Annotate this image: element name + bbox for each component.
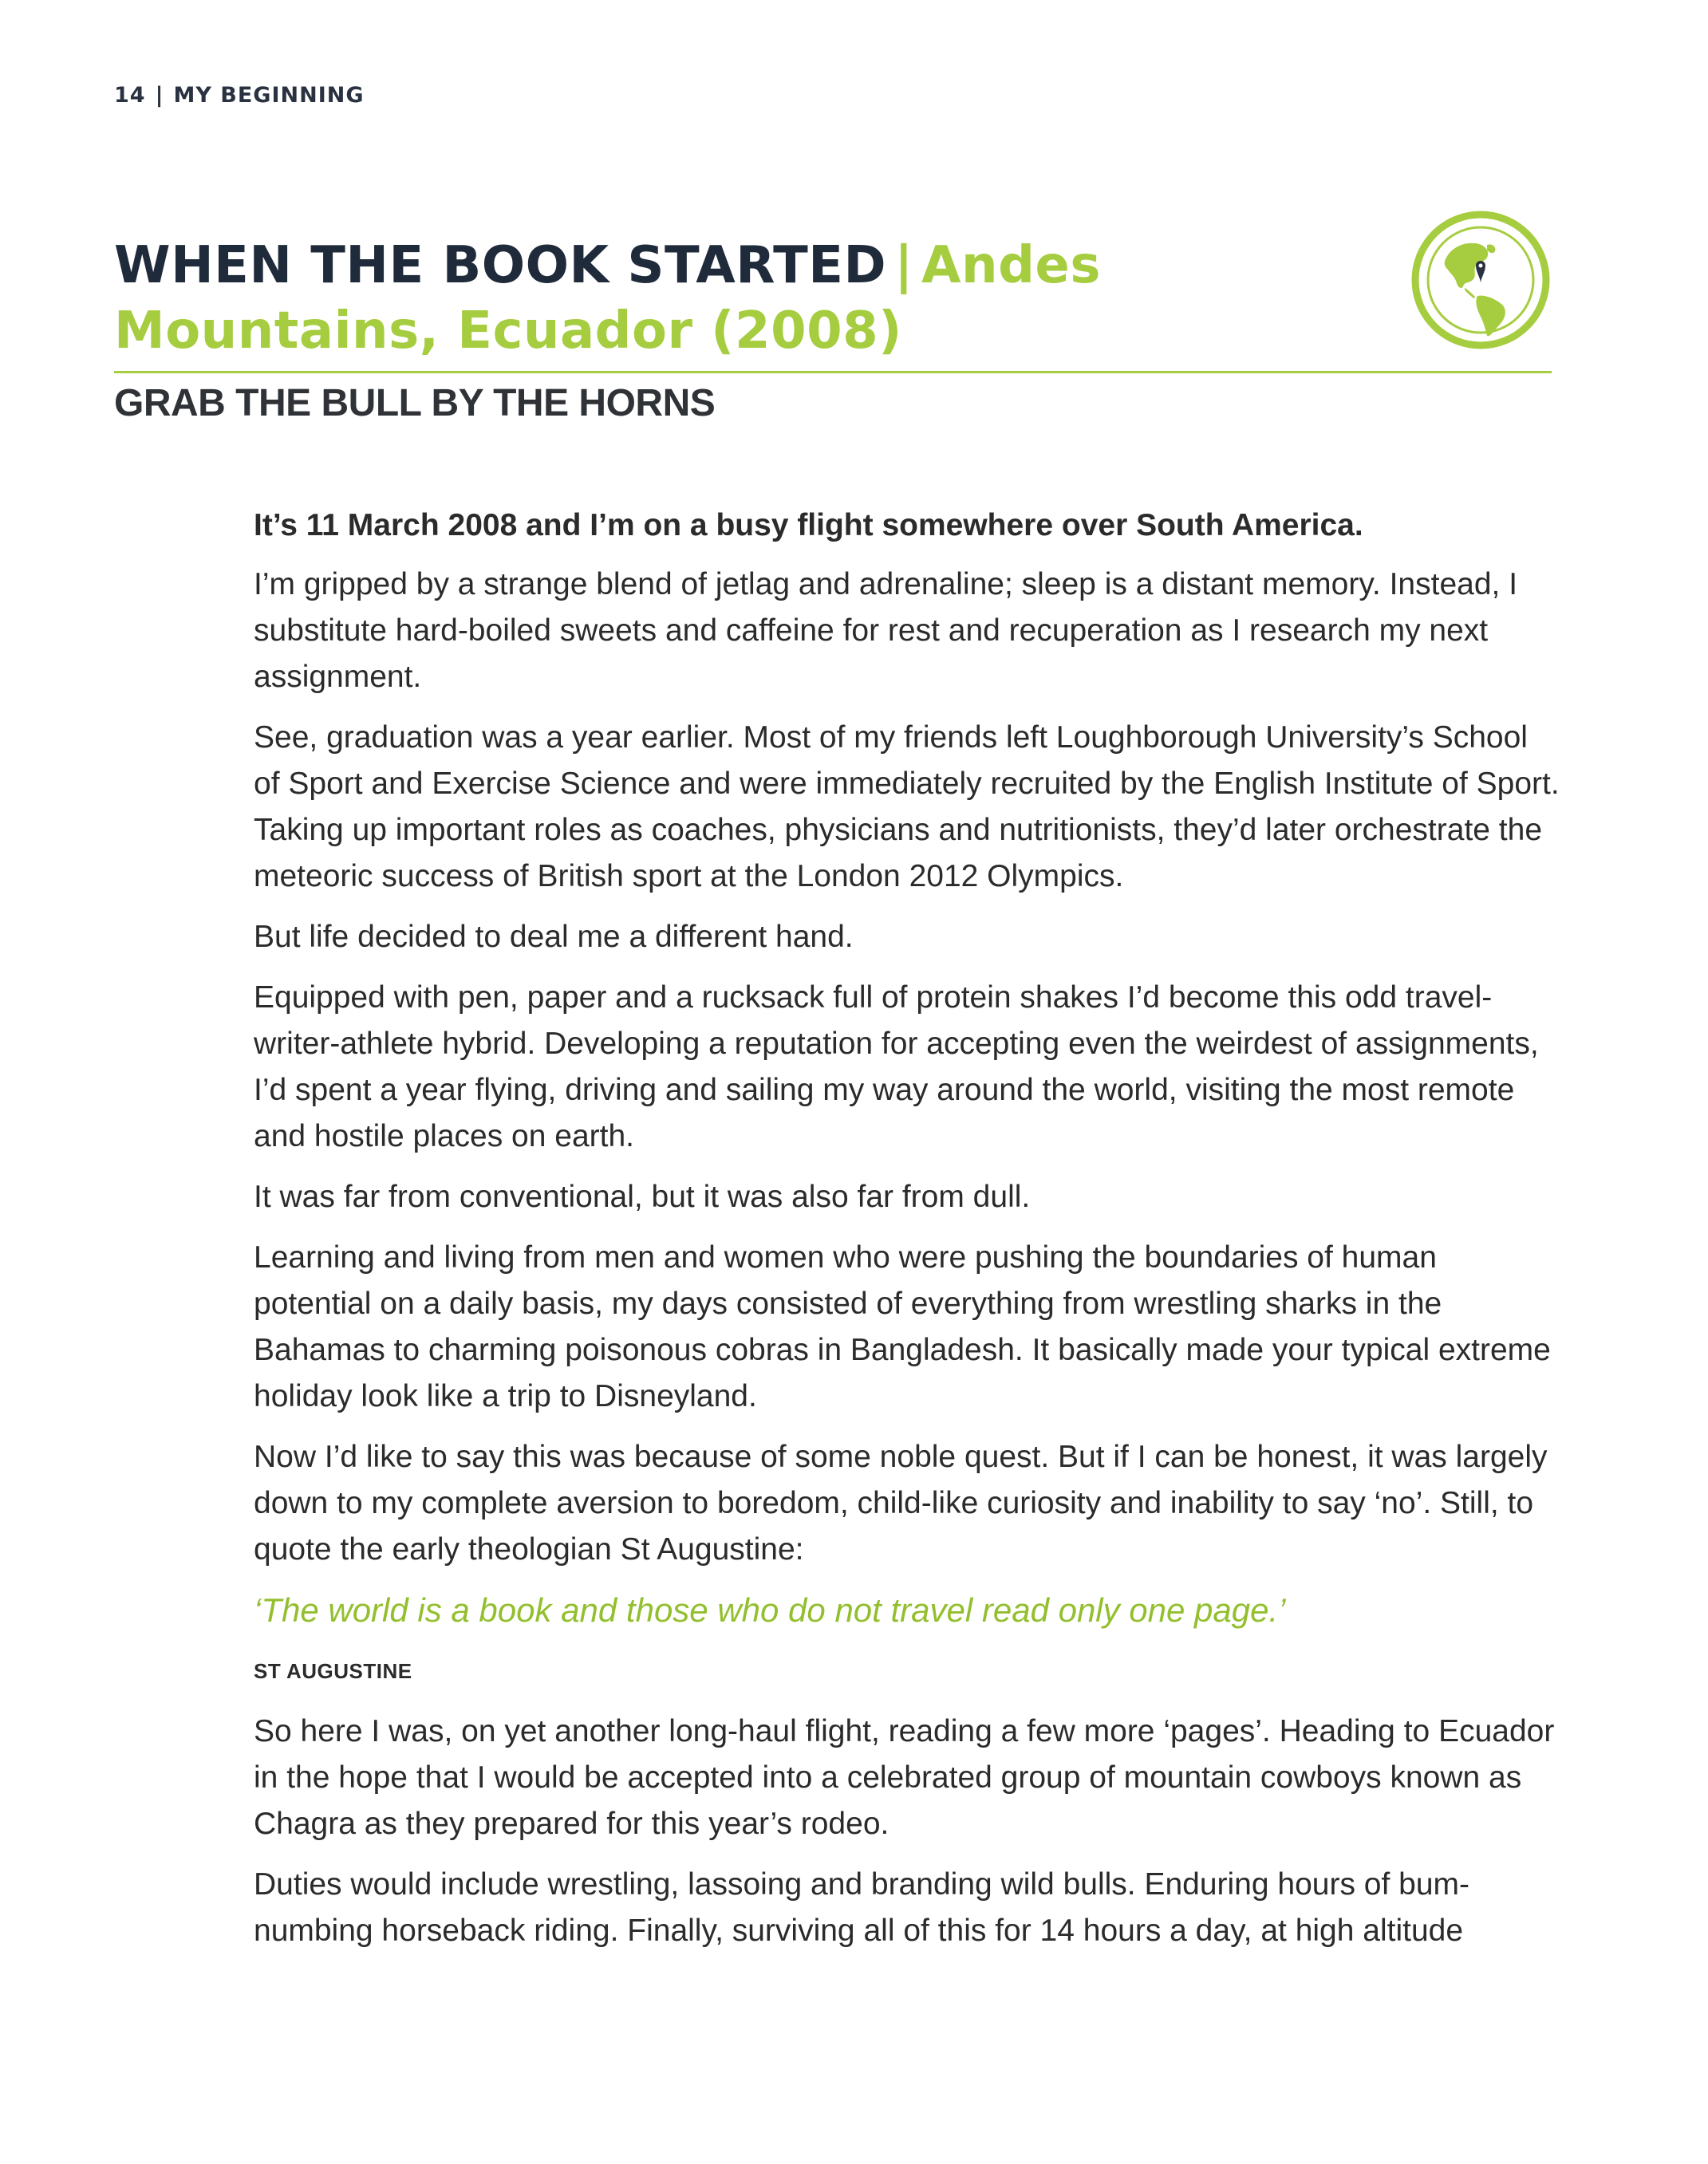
chapter-title-location: Andes Mountains, Ecuador (2008): [114, 236, 1101, 361]
chapter-title: [114, 233, 1406, 364]
paragraph: Now I’d like to say this was because of some noble quest. But if I can be honest, it was largely down to my complete aversion to boredom, child-like curiosity and inability to say ‘no’. Still, to quote the early theologian St Augustine:: [254, 1440, 1548, 1567]
pull-quote: ‘The world is a book and those who do not travel read only one page.’: [254, 1591, 1286, 1629]
page-number: 14: [114, 83, 146, 108]
quote-attribution: ST AUGUSTINE: [254, 1659, 412, 1683]
running-head-separator: |: [155, 83, 164, 108]
paragraph: Learning and living from men and women who were pushing the boundaries of human potential on a daily basis, my days consisted of everything from wrestling sharks in the Bahamas to charming poisonous cobras in Bangladesh. It basically made your typical extreme holiday look like a trip to Disneyland.: [254, 1240, 1551, 1413]
paragraph: Duties would include wrestling, lassoing and branding wild bulls. Enduring hours of bum-numbing horseback riding. Finally, surviving all of this for 14 hours a day, at high altitude: [254, 1867, 1470, 1948]
title-rule: [114, 371, 1552, 373]
paragraph: Equipped with pen, paper and a rucksack full of protein shakes I’d become this odd travel-writer-athlete hybrid. Developing a reputation for accepting even the weirdest of assignments, I’d spent a year flying, driving and sailing my way around the world, visiting the most remote and hostile places on earth.: [254, 980, 1539, 1153]
subheading: GRAB THE BULL BY THE HORNS: [114, 382, 716, 424]
lead-paragraph: It’s 11 March 2008 and I’m on a busy flight somewhere over South America.: [254, 508, 1363, 542]
paragraph: So here I was, on yet another long-haul flight, reading a few more ‘pages’. Heading to Ecuador in the hope that I would be accepted into a celebrated group of mountain cowboys known as Chagra as they prepared for this year’s rodeo.: [254, 1714, 1555, 1841]
paragraph: I’m gripped by a strange blend of jetlag and adrenaline; sleep is a distant memory. Instead, I substitute hard-boiled sweets and caffeine for rest and recuperation as I research my next assignment.: [254, 567, 1518, 694]
chapter-title-separator: |: [894, 236, 913, 295]
body-text: [254, 503, 1562, 1969]
paragraph: But life decided to deal me a different hand.: [254, 920, 854, 954]
chapter-title-main: WHEN THE BOOK STARTED: [114, 236, 887, 295]
section-name: MY BEGINNING: [173, 83, 365, 108]
paragraph: See, graduation was a year earlier. Most of my friends left Loughborough University’s School of Sport and Exercise Science and were immediately recruited by the English Institute of Sport. Taking up important roles as coaches, physicians and nutritionists, they’d later orchestrate the meteoric success of British sport at the London 2012 Olympics.: [254, 720, 1560, 893]
paragraph: It was far from conventional, but it was also far from dull.: [254, 1180, 1031, 1214]
globe-icon: [1410, 210, 1551, 350]
running-head: [114, 83, 365, 108]
